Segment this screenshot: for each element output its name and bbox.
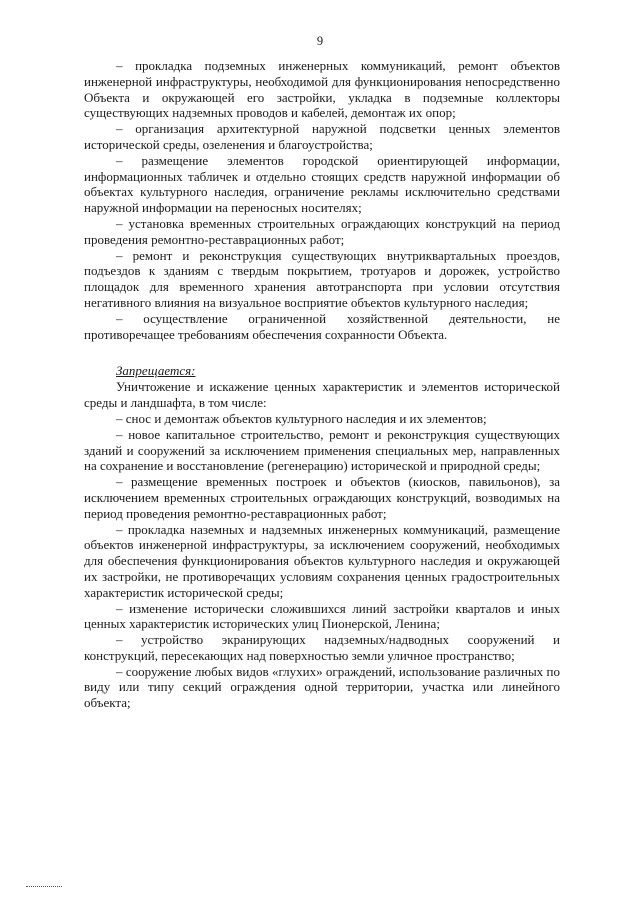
list-item: – размещение элементов городской ориентирующей информации, информационных табличек и отдельно стоящих средств наружной информации об объектах культурного наследия, ограничение рекламы исключительно средствами наружной информации на переносных носителях; <box>84 152 560 216</box>
list-item: – установка временных строительных ограждающих конструкций на период проведения ремонтно-реставрационных работ; <box>84 215 560 247</box>
list-item: – прокладка наземных и надземных инженерных коммуникаций, размещение объектов инженерной инфраструктуры, за исключением сооружений, необходимых для обеспечения функционирования объектов культурного наследия и окружающей их застройки, не противоречащих условиям сохранения ценных градостроительных характеристик исторической среды; <box>84 521 560 600</box>
section-intro: Уничтожение и искажение ценных характеристик и элементов исторической среды и ландшафта, в том числе: <box>84 379 560 411</box>
list-item: – изменение исторически сложившихся линий застройки кварталов и иных ценных характеристик исторических улиц Пионерской, Ленина; <box>84 600 560 632</box>
list-item: – устройство экранирующих надземных/надводных сооружений и конструкций, пересекающих над поверхностью земли уличное пространство; <box>84 632 560 663</box>
section-heading-prohibited: Запрещается: <box>116 363 196 379</box>
list-item: – сооружение любых видов «глухих» ограждений, использование различных по виду или типу секций ограждения одной территории, участка или линейного объекта; <box>84 663 560 711</box>
scan-mark <box>26 886 62 887</box>
list-item: – размещение временных построек и объектов (киосков, павильонов), за исключением временных строительных ограждающих конструкций, возводимых на период проведения ремонтно-реставрационных работ; <box>84 474 560 521</box>
list-item: – осуществление ограниченной хозяйственной деятельности, не противоречащее требованиям обеспечения сохранности Объекта. <box>84 310 560 342</box>
list-item: – организация архитектурной наружной подсветки ценных элементов исторической среды, озеленения и благоустройства; <box>84 121 560 152</box>
section-spacer <box>84 342 560 363</box>
list-item: – новое капитальное строительство, ремонт и реконструкция существующих зданий и сооружений за исключением применения специальных мер, направленных на сохранение и восстановление (регенерацию) исторической и природной среды; <box>84 426 560 474</box>
page-number: 9 <box>316 34 324 48</box>
list-item: – снос и демонтаж объектов культурного наследия и их элементов; <box>116 410 487 426</box>
list-item: – ремонт и реконструкция существующих внутриквартальных проездов, подъездов к зданиям с твердым покрытием, тротуаров и дорожек, устройство площадок для временного хранения автотранспорта при условии отсутствия негативного влияния на визуальное восприятие объектов культурного наследия; <box>84 247 560 310</box>
list-item: – прокладка подземных инженерных коммуникаций, ремонт объектов инженерной инфраструктуры, необходимой для функционирования непосредственно Объекта и окружающей его застройки, укладка в подземные коллекторы существующих надземных проводов и кабелей, демонтаж их опор; <box>84 58 560 121</box>
page-content <box>84 58 560 711</box>
